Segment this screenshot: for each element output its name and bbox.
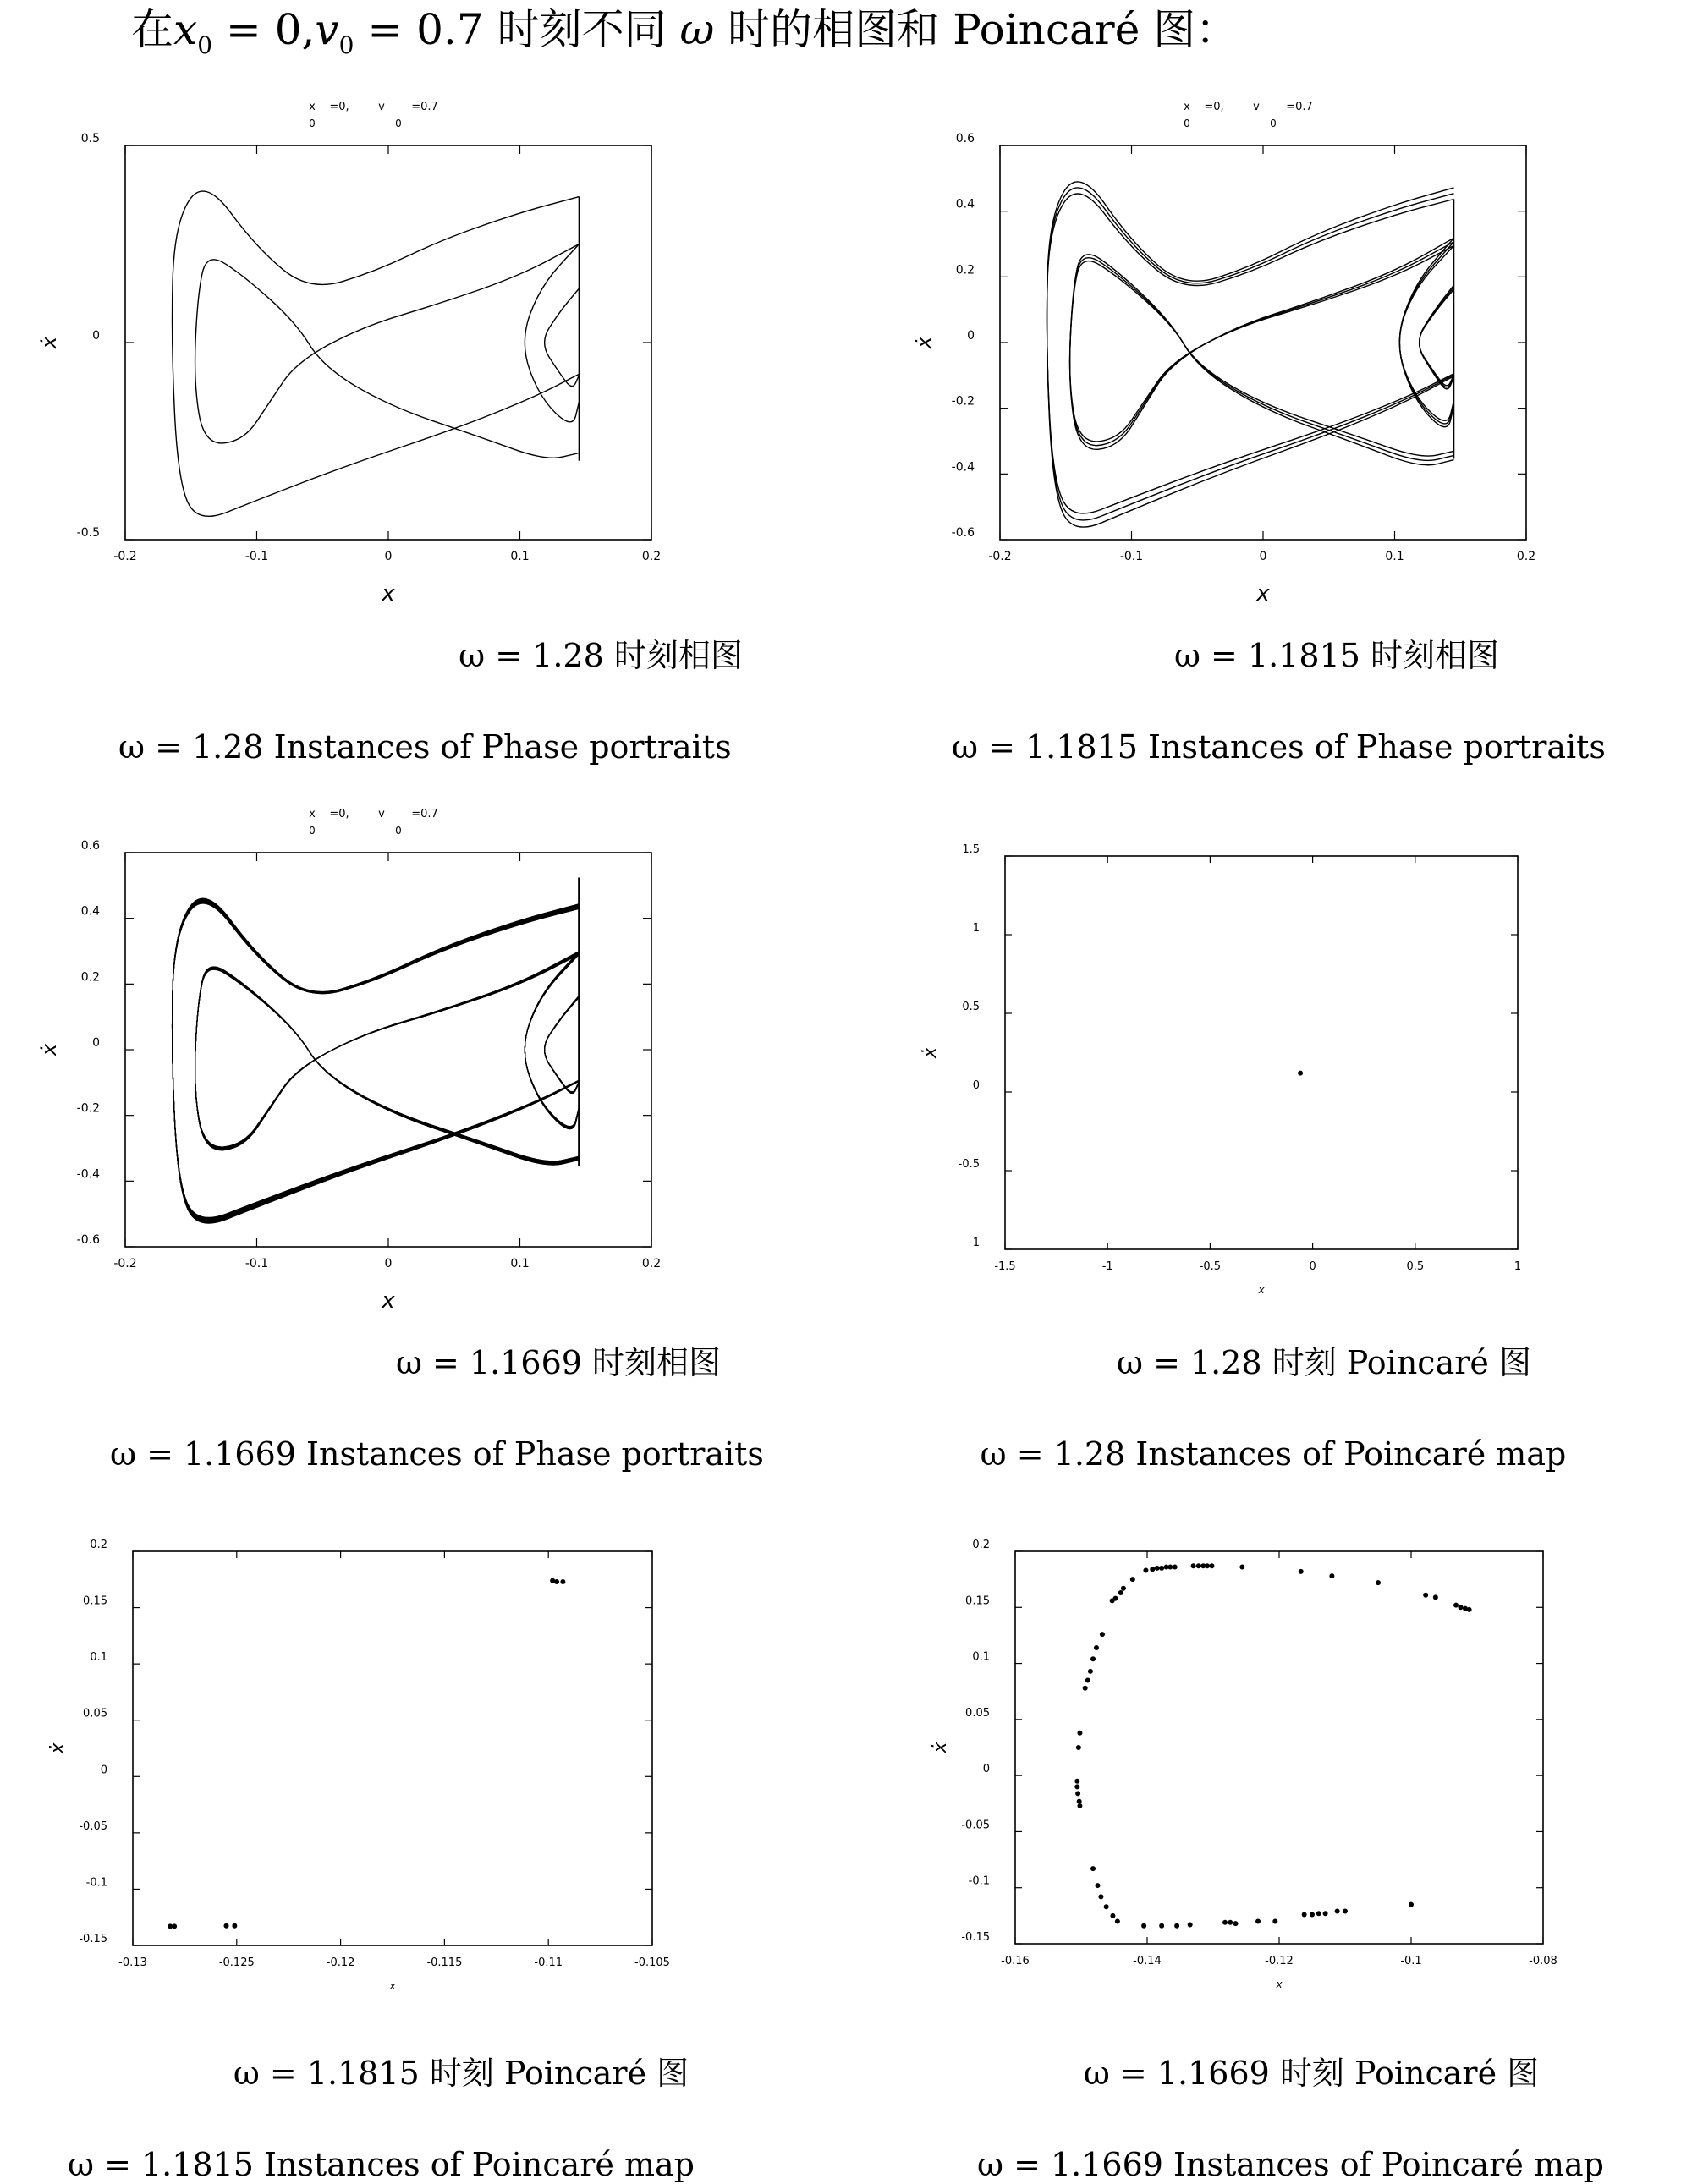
data-point <box>1167 1565 1173 1570</box>
y-axis-label: ẋ <box>37 336 61 349</box>
data-point <box>1409 1902 1414 1907</box>
x-tick-label: -0.1 <box>1400 1955 1422 1967</box>
caption-cn-phase-1-1815: ω = 1.1815 时刻相图 <box>1173 637 1500 674</box>
data-point <box>1150 1567 1155 1572</box>
data-point <box>1159 1923 1164 1929</box>
trajectory-right-inner <box>545 996 580 1093</box>
trajectory-outer <box>173 902 580 1220</box>
trajectory-outer <box>173 903 580 1218</box>
trajectory-right-inner <box>545 996 580 1092</box>
caption-en-poincare-1-28: ω = 1.28 Instances of Poincaré map <box>980 1435 1567 1473</box>
trajectory-right-inner <box>545 996 580 1093</box>
trajectory-outer <box>173 899 580 1222</box>
y-tick-label: -0.6 <box>951 526 975 540</box>
y-tick-label: 0.2 <box>90 1539 107 1551</box>
trajectory-right-inner <box>545 996 580 1094</box>
trajectory-right <box>525 954 579 1127</box>
trajectory-outer <box>173 901 580 1221</box>
trajectory-inner <box>195 954 580 1161</box>
y-tick-label: 0.5 <box>80 132 100 145</box>
trajectory-outer <box>173 901 580 1220</box>
trajectory-outer <box>173 900 580 1221</box>
data-point <box>1094 1645 1099 1650</box>
data-point <box>1323 1911 1328 1916</box>
trajectory-right-inner <box>545 996 580 1092</box>
trajectory-right-inner <box>545 996 580 1092</box>
trajectory-right-inner <box>545 996 580 1093</box>
y-tick-label: -0.6 <box>76 1233 100 1247</box>
data-point <box>1329 1573 1334 1578</box>
x-axis-label: x <box>1256 581 1270 606</box>
y-tick-label: -0.4 <box>951 460 975 475</box>
x-tick-label: -0.16 <box>1001 1955 1030 1967</box>
x-tick-label: -0.2 <box>113 1257 137 1270</box>
y-tick-label: -0.05 <box>961 1819 990 1832</box>
data-point <box>1118 1590 1123 1595</box>
data-point <box>1228 1920 1233 1925</box>
y-tick-label: 0.2 <box>80 970 100 985</box>
title-x: x <box>309 808 316 820</box>
x-tick-label: -0.08 <box>1529 1955 1557 1967</box>
title-v: v <box>1253 101 1260 113</box>
y-tick-label: 0.1 <box>90 1651 107 1665</box>
y-tick-label: -0.1 <box>968 1874 990 1888</box>
data-point <box>1115 1918 1120 1923</box>
data-point <box>1196 1563 1201 1568</box>
trajectory-right-inner <box>545 997 580 1092</box>
y-tick-label: 0 <box>92 1036 100 1050</box>
data-point <box>1173 1565 1178 1570</box>
data-point <box>1110 1598 1115 1603</box>
plot-frame <box>125 853 651 1247</box>
data-point <box>1090 1656 1096 1661</box>
x-tick-label: 0.5 <box>1406 1260 1425 1273</box>
data-point <box>1310 1912 1315 1918</box>
trajectory-right-inner <box>545 997 580 1092</box>
data-point <box>1376 1580 1381 1585</box>
x-tick-label: -0.105 <box>634 1956 670 1969</box>
x-tick-label: 0.1 <box>1385 550 1404 563</box>
y-tick-label: 0 <box>967 329 975 343</box>
x-tick-label: -0.12 <box>1265 1955 1294 1967</box>
trajectory-outer <box>173 899 580 1221</box>
data-point <box>1076 1745 1081 1750</box>
trajectory-right-inner <box>545 997 580 1092</box>
x-tick-label: 0.1 <box>510 550 530 563</box>
data-point <box>1302 1912 1307 1918</box>
section-heading: 在$x_0 = 0,v_0 = 0.7$ 时刻不同 ω 时的相图和 Poincaré 图： <box>131 5 1239 59</box>
trajectory-right-inner <box>545 997 580 1092</box>
trajectory-right-inner <box>545 288 580 387</box>
caption-en-poincare-1-1669: ω = 1.1669 Instances of Poincaré map <box>977 2146 1604 2183</box>
x-tick-label: 0 <box>384 550 393 563</box>
data-point <box>172 1923 177 1929</box>
y-tick-label: -0.15 <box>79 1933 107 1945</box>
y-tick-label: 0.2 <box>972 1539 990 1551</box>
data-point <box>1174 1923 1179 1929</box>
trajectory-outer <box>173 898 580 1223</box>
caption-en-phase-1-28: ω = 1.28 Instances of Phase portraits <box>118 728 732 765</box>
trajectory-right <box>525 954 579 1127</box>
plot-area <box>1074 1563 1471 1929</box>
caption-en-phase-1-1669: ω = 1.1669 Instances of Phase portraits <box>110 1435 764 1473</box>
trajectory-right-inner <box>1420 288 1454 387</box>
y-tick-label: -0.5 <box>958 1158 980 1171</box>
chart-phase-1-1815 <box>912 101 1535 606</box>
caption-cn-poincare-1-1669: ω = 1.1669 时刻 Poincaré 图 <box>1083 2055 1540 2092</box>
data-point <box>1083 1686 1088 1691</box>
data-point <box>1074 1779 1079 1784</box>
caption-cn-poincare-1-1815: ω = 1.1815 时刻 Poincaré 图 <box>233 2055 689 2092</box>
chart-phase-1-1669 <box>37 808 661 1314</box>
data-point <box>1090 1866 1096 1871</box>
data-point <box>1205 1563 1210 1568</box>
trajectory-right-inner <box>545 996 580 1093</box>
trajectory-right-inner <box>1420 289 1454 386</box>
trajectory-outer <box>173 903 580 1219</box>
trajectory-right-inner <box>545 997 580 1093</box>
trajectory-right <box>525 952 579 1128</box>
x-tick-label: -1 <box>1101 1260 1113 1273</box>
data-point <box>1130 1577 1135 1582</box>
plot-frame <box>1000 145 1526 540</box>
title-x-value: =0, <box>329 808 349 820</box>
trajectory-outer <box>173 901 580 1221</box>
x-tick-label: -0.13 <box>118 1956 147 1969</box>
plot-area <box>168 1578 565 1929</box>
x-axis-label: x <box>382 1288 395 1314</box>
trajectory-right-inner <box>545 997 580 1092</box>
data-point <box>1110 1913 1115 1918</box>
x-axis-label: x <box>382 581 395 606</box>
title-v-sub: 0 <box>1270 118 1277 129</box>
data-point <box>1077 1799 1082 1804</box>
trajectory-right-inner <box>545 996 580 1093</box>
x-tick-label: -0.115 <box>426 1956 463 1969</box>
title-x-sub: 0 <box>309 825 316 837</box>
trajectory-outer <box>173 900 580 1222</box>
y-tick-label: 0.5 <box>962 1001 980 1013</box>
chart-poincare-1-1815 <box>47 1539 670 1992</box>
x-tick-label: 0 <box>1259 550 1267 563</box>
title-v-value: =0.7 <box>411 808 438 820</box>
x-axis-label: x <box>389 1980 396 1992</box>
trajectory-right <box>525 953 579 1128</box>
plot-area <box>1047 182 1454 527</box>
trajectory-right-inner <box>545 996 580 1093</box>
y-tick-label: 0.6 <box>955 132 975 145</box>
trajectory-right-inner <box>545 996 580 1093</box>
y-axis-label: ẋ <box>912 336 936 349</box>
data-point <box>232 1923 237 1929</box>
y-tick-label: 1.5 <box>962 843 980 856</box>
caption-cn-phase-1-28: ω = 1.28 时刻相图 <box>459 637 743 674</box>
y-tick-label: 1 <box>972 922 980 935</box>
x-tick-label: -0.1 <box>244 1257 269 1270</box>
data-point <box>560 1579 565 1584</box>
y-tick-label: 0 <box>972 1079 980 1092</box>
trajectory-right <box>525 952 579 1128</box>
x-tick-label: 0 <box>384 1257 393 1270</box>
y-tick-label: 0 <box>100 1764 107 1777</box>
trajectory-right <box>525 953 579 1128</box>
trajectory-outer <box>173 899 580 1222</box>
caption-cn-poincare-1-28: ω = 1.28 时刻 Poincaré 图 <box>1117 1344 1531 1381</box>
y-tick-label: 0.4 <box>955 197 975 211</box>
trajectory-outer <box>173 902 580 1220</box>
x-tick-label: 0.1 <box>510 1257 530 1270</box>
y-tick-label: -0.4 <box>76 1167 100 1182</box>
trajectory-outer <box>173 900 580 1221</box>
data-point <box>1459 1605 1464 1610</box>
x-tick-label: -0.5 <box>1199 1260 1222 1273</box>
x-tick-label: 0.2 <box>1516 550 1536 563</box>
y-tick-label: -0.1 <box>85 1876 107 1890</box>
data-point <box>1298 1071 1303 1076</box>
trajectory-right-inner <box>1420 285 1454 389</box>
x-tick-label: 1 <box>1513 1260 1522 1273</box>
data-point <box>1100 1632 1105 1637</box>
trajectory-outer <box>173 900 580 1221</box>
trajectory-outer <box>173 901 580 1221</box>
data-point <box>1188 1922 1193 1927</box>
y-tick-label: 0.15 <box>965 1594 990 1608</box>
trajectory-inner <box>195 954 580 1161</box>
x-axis-label: x <box>1258 1284 1265 1296</box>
title-v-sub: 0 <box>395 118 402 129</box>
data-point <box>1077 1731 1082 1736</box>
trajectory-outer <box>173 903 580 1218</box>
y-tick-label: -1 <box>969 1237 980 1249</box>
x-tick-label: -0.1 <box>1119 550 1144 563</box>
trajectory-outer <box>1047 182 1454 527</box>
trajectory-right <box>525 954 579 1126</box>
plot-frame <box>1005 856 1518 1249</box>
title-x-sub: 0 <box>309 118 316 129</box>
trajectory-right <box>1399 245 1453 420</box>
plot-area <box>173 878 580 1224</box>
trajectory-right <box>525 244 579 422</box>
trajectory-right-inner <box>545 996 580 1093</box>
x-tick-label: -0.1 <box>244 550 269 563</box>
data-point <box>1255 1918 1261 1923</box>
title-v-value: =0.7 <box>1286 101 1313 113</box>
data-point <box>1077 1803 1082 1808</box>
y-tick-label: 0.4 <box>80 904 100 919</box>
data-point <box>1075 1791 1080 1796</box>
trajectory-right <box>525 953 579 1127</box>
data-point <box>1343 1909 1348 1914</box>
plot-frame <box>125 145 651 540</box>
trajectory-right-inner <box>545 996 580 1093</box>
trajectory-right-inner <box>545 997 580 1092</box>
data-point <box>224 1923 229 1929</box>
trajectory-inner <box>1070 245 1454 456</box>
trajectory-outer <box>173 903 580 1218</box>
data-point <box>1104 1904 1109 1909</box>
trajectory-right-inner <box>545 996 580 1092</box>
trajectory-right <box>525 954 579 1128</box>
data-point <box>1453 1603 1459 1608</box>
trajectory-outer <box>173 898 580 1222</box>
x-tick-label: -0.2 <box>988 550 1012 563</box>
data-point <box>1121 1586 1126 1591</box>
trajectory-right <box>525 953 579 1128</box>
trajectory-right <box>525 954 579 1128</box>
data-point <box>1209 1563 1214 1568</box>
y-tick-label: 0.05 <box>83 1707 107 1720</box>
title-x-sub: 0 <box>1184 118 1190 129</box>
data-point <box>1233 1921 1239 1926</box>
plot-area <box>173 191 580 516</box>
trajectory-right <box>525 954 579 1126</box>
trajectory-inner <box>195 244 580 458</box>
title-v: v <box>378 808 385 820</box>
data-point <box>1239 1565 1244 1570</box>
y-tick-label: 0.6 <box>80 839 100 853</box>
x-tick-label: -0.14 <box>1133 1955 1162 1967</box>
trajectory-outer <box>173 903 580 1218</box>
trajectory-outer <box>173 899 580 1223</box>
trajectory-inner <box>195 954 580 1161</box>
caption-cn-phase-1-1669: ω = 1.1669 时刻相图 <box>395 1344 722 1381</box>
y-tick-label: -0.2 <box>76 1101 100 1116</box>
y-tick-label: -0.2 <box>951 394 975 409</box>
plot-area <box>1298 1071 1303 1076</box>
title-v: v <box>378 101 385 113</box>
data-point <box>1272 1918 1277 1923</box>
trajectory-right-inner <box>545 997 580 1093</box>
trajectory-outer <box>173 902 580 1221</box>
x-tick-label: 0 <box>1309 1260 1316 1273</box>
trajectory-right-inner <box>545 996 580 1094</box>
data-point <box>1143 1568 1148 1573</box>
trajectory-outer <box>173 902 580 1219</box>
x-tick-label: -0.12 <box>326 1956 355 1969</box>
chart-poincare-1-1669 <box>930 1539 1557 1990</box>
title-x-value: =0, <box>329 101 349 113</box>
caption-en-phase-1-1815: ω = 1.1815 Instances of Phase portraits <box>952 728 1606 765</box>
trajectory-right <box>525 954 579 1127</box>
data-point <box>1096 1883 1101 1888</box>
title-x-value: =0, <box>1204 101 1224 113</box>
trajectory-right <box>525 952 579 1128</box>
plot-frame <box>133 1551 652 1945</box>
data-point <box>1222 1920 1228 1925</box>
data-point <box>1098 1894 1103 1899</box>
data-point <box>1191 1563 1196 1568</box>
y-tick-label: -0.15 <box>961 1931 990 1944</box>
data-point <box>1335 1909 1340 1914</box>
trajectory-outer <box>173 903 580 1219</box>
y-axis-label: ẋ <box>920 1046 941 1059</box>
y-tick-label: 0 <box>982 1763 990 1776</box>
data-point <box>1316 1911 1321 1916</box>
trajectory-right <box>525 953 579 1127</box>
data-point <box>1074 1784 1079 1789</box>
trajectory-right-inner <box>545 996 580 1093</box>
x-tick-label: -0.125 <box>218 1956 255 1969</box>
y-tick-label: 0 <box>92 329 100 343</box>
title-x: x <box>309 101 316 113</box>
y-tick-label: 0.15 <box>83 1594 107 1608</box>
x-tick-label: 0.2 <box>641 550 662 563</box>
trajectory-outer <box>173 191 580 516</box>
y-tick-label: 0.2 <box>955 263 975 277</box>
trajectory-outer <box>1047 194 1454 513</box>
chart-phase-1-28 <box>37 101 661 606</box>
data-point <box>1085 1677 1090 1682</box>
trajectory-right-inner <box>545 996 580 1093</box>
y-tick-label: 0.05 <box>965 1706 990 1720</box>
y-tick-label: 0.1 <box>972 1650 990 1664</box>
trajectory-outer <box>173 903 580 1217</box>
trajectory-right-inner <box>545 996 580 1093</box>
data-point <box>1155 1566 1160 1571</box>
data-point <box>1159 1566 1164 1571</box>
data-point <box>1467 1607 1472 1612</box>
title-x: x <box>1184 101 1190 113</box>
x-axis-label: x <box>1276 1978 1283 1990</box>
data-point <box>1423 1593 1428 1598</box>
caption-en-poincare-1-1815: ω = 1.1815 Instances of Poincaré map <box>68 2146 695 2183</box>
trajectory-inner <box>195 954 580 1161</box>
y-axis-label: ẋ <box>47 1742 69 1754</box>
trajectory-outer <box>1047 188 1454 520</box>
x-tick-label: -0.11 <box>534 1956 563 1969</box>
data-point <box>1141 1923 1146 1929</box>
title-v-value: =0.7 <box>411 101 438 113</box>
trajectory-right <box>525 953 579 1128</box>
data-point <box>1433 1594 1438 1600</box>
chart-poincare-1-28 <box>920 843 1521 1296</box>
y-tick-label: -0.05 <box>79 1819 107 1833</box>
x-tick-label: -0.2 <box>113 550 137 563</box>
x-tick-label: -1.5 <box>994 1260 1016 1273</box>
title-v-sub: 0 <box>395 825 402 837</box>
data-point <box>554 1579 559 1584</box>
y-axis-label: ẋ <box>930 1742 951 1753</box>
data-point <box>1088 1669 1093 1674</box>
y-axis-label: ẋ <box>37 1043 61 1056</box>
trajectory-outer <box>173 902 580 1219</box>
y-tick-label: -0.5 <box>76 526 100 540</box>
data-point <box>1299 1569 1304 1574</box>
x-tick-label: 0.2 <box>641 1257 662 1270</box>
